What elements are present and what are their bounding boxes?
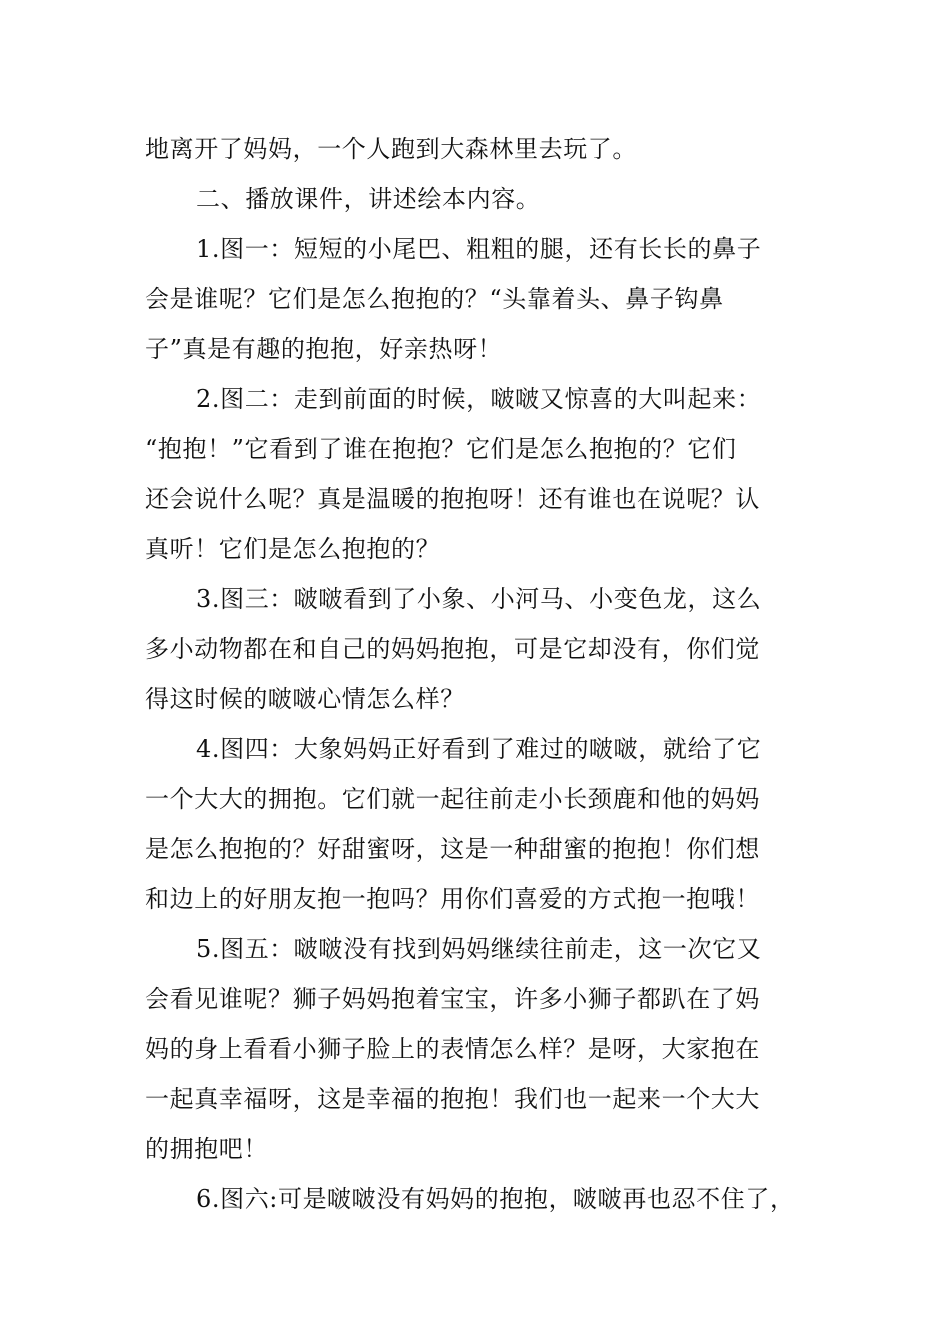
text-line: 3.图三：啵啵看到了小象、小河马、小变色龙，这么 — [196, 585, 762, 613]
text-line: 多小动物都在和自己的妈妈抱抱，可是它却没有，你们觉 — [145, 635, 760, 663]
text-line: 妈的身上看看小狮子脸上的表情怎么样？是呀，大家抱在 — [145, 1035, 760, 1063]
text-line: 地离开了妈妈，一个人跑到大森林里去玩了。 — [145, 135, 637, 163]
text-line: 一起真幸福呀，这是幸福的抱抱！我们也一起来一个大大 — [145, 1085, 760, 1113]
section-heading: 二、播放课件，讲述绘本内容。 — [196, 185, 541, 213]
text-line: “抱抱！”它看到了谁在抱抱？它们是怎么抱抱的？它们 — [145, 435, 737, 463]
text-line: 和边上的好朋友抱一抱吗？用你们喜爱的方式抱一抱哦！ — [145, 885, 760, 913]
text-line: 6.图六:可是啵啵没有妈妈的抱抱，啵啵再也忍不住了， — [196, 1185, 795, 1213]
text-line: 得这时候的啵啵心情怎么样？ — [145, 685, 465, 713]
text-line: 会是谁呢？它们是怎么抱抱的？“头靠着头、鼻子钩鼻 — [145, 285, 724, 313]
text-line: 的拥抱吧！ — [145, 1135, 268, 1163]
text-line: 子”真是有趣的抱抱，好亲热呀！ — [145, 335, 503, 363]
text-line: 4.图四：大象妈妈正好看到了难过的啵啵，就给了它 — [196, 735, 762, 763]
text-line: 是怎么抱抱的？好甜蜜呀，这是一种甜蜜的抱抱！你们想 — [145, 835, 760, 863]
text-line: 1.图一：短短的小尾巴、粗粗的腿，还有长长的鼻子 — [196, 235, 762, 263]
text-line: 一个大大的拥抱。它们就一起往前走小长颈鹿和他的妈妈 — [145, 785, 760, 813]
text-line: 真听！它们是怎么抱抱的？ — [145, 535, 441, 563]
text-line: 5.图五：啵啵没有找到妈妈继续往前走，这一次它又 — [196, 935, 762, 963]
text-line: 会看见谁呢？狮子妈妈抱着宝宝，许多小狮子都趴在了妈 — [145, 985, 760, 1013]
text-line: 还会说什么呢？真是温暖的抱抱呀！还有谁也在说呢？认 — [145, 485, 760, 513]
text-line: 2.图二：走到前面的时候，啵啵又惊喜的大叫起来： — [196, 385, 762, 413]
